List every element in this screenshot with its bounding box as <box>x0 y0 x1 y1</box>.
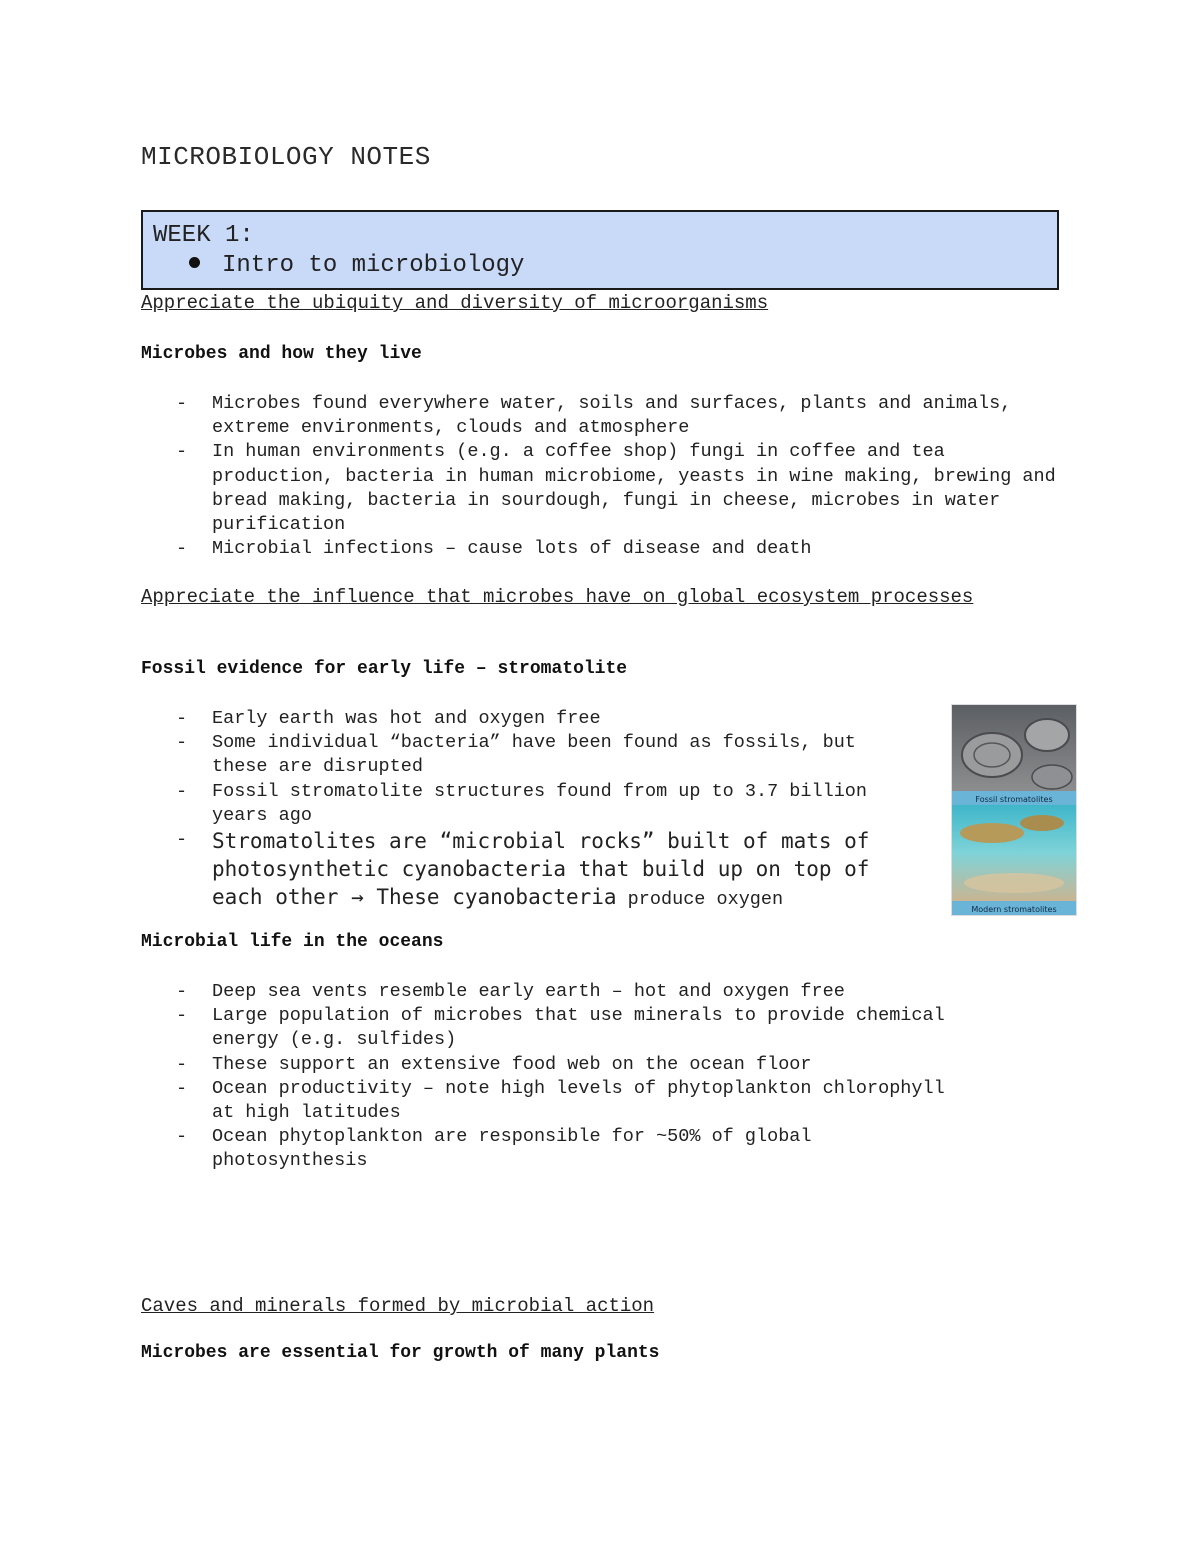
list-item <box>176 1077 976 1125</box>
list-item <box>176 1125 976 1173</box>
section-heading-caves-minerals: Caves and minerals formed by microbial action <box>141 1295 655 1317</box>
subheading-microbial-oceans: Microbial life in the oceans <box>141 932 444 952</box>
bullet-dot-icon <box>189 257 200 268</box>
dash-marker: - <box>176 1053 188 1075</box>
list-item-text: Large population of microbes that use minerals to provide chemical energy (e.g. sulfides) <box>212 1005 945 1051</box>
subheading-fossil-evidence: Fossil evidence for early life – stromatolite <box>141 659 628 679</box>
list-item <box>176 537 1056 561</box>
list-item-text: Early earth was hot and oxygen free <box>212 708 601 729</box>
dash-marker: - <box>176 780 188 802</box>
list-item <box>176 828 921 913</box>
section-heading-global-ecosystem: Appreciate the influence that microbes have on global ecosystem processes <box>141 586 974 608</box>
dash-marker: - <box>176 732 188 754</box>
dash-marker: - <box>176 538 188 560</box>
list-item <box>176 1053 976 1077</box>
list-item-text: Microbes found everywhere water, soils and surfaces, plants and animals, extreme environments, clouds and atmosphere <box>212 393 1012 439</box>
list-item <box>176 980 976 1004</box>
list-item <box>176 392 1056 440</box>
list-item-text: Deep sea vents resemble early earth – hot and oxygen free <box>212 981 845 1002</box>
list-item-text-tail: produce oxygen <box>616 889 784 911</box>
list-fossil-evidence <box>176 707 921 913</box>
list-item-text: Ocean phytoplankton are responsible for ~50% of global photosynthesis <box>212 1126 812 1172</box>
document-title: MICROBIOLOGY NOTES <box>141 142 431 172</box>
figure-caption-modern: Modern stromatolites <box>971 905 1057 914</box>
list-item-text: Microbial infections – cause lots of disease and death <box>212 538 812 560</box>
list-item-text: Fossil stromatolite structures found from up to 3.7 billion years ago <box>212 780 868 826</box>
dash-marker: - <box>176 829 188 851</box>
list-item <box>176 440 1056 537</box>
dash-marker: - <box>176 708 188 729</box>
list-item <box>176 731 921 779</box>
section-heading-ubiquity: Appreciate the ubiquity and diversity of microorganisms <box>141 292 769 314</box>
list-item-text: These support an extensive food web on the ocean floor <box>212 1053 812 1075</box>
list-item-text: In human environments (e.g. a coffee shop) fungi in coffee and tea production, bacteria in human microbiome, yeasts in wine making, brewing and bread making, bacteria in sourdough, fungi in cheese, microbes in water purification <box>212 441 1056 536</box>
stromatolite-figure <box>951 704 1077 916</box>
list-microbial-oceans <box>176 980 976 1174</box>
dash-marker: - <box>176 1126 188 1148</box>
stromatolite-image <box>952 705 1076 915</box>
dash-marker: - <box>176 981 188 1002</box>
list-item <box>176 707 921 731</box>
subheading-microbes-how-they-live: Microbes and how they live <box>141 344 422 364</box>
dash-marker: - <box>176 393 188 414</box>
week-bullet-text: Intro to microbiology <box>222 252 525 279</box>
dash-marker: - <box>176 1077 188 1099</box>
dash-marker: - <box>176 441 188 463</box>
week-bullet-item <box>189 252 524 279</box>
list-item-text: Some individual “bacteria” have been found as fossils, but these are disrupted <box>212 732 856 778</box>
week-title: WEEK 1: <box>153 222 254 249</box>
week-box <box>141 210 1059 290</box>
list-item-text: Ocean productivity – note high levels of phytoplankton chlorophyll at high latitudes <box>212 1077 945 1124</box>
subheading-microbes-plants: Microbes are essential for growth of many plants <box>141 1343 660 1363</box>
list-item-text: Stromatolites are “microbial rocks” built of mats of photosynthetic cyanobacteria that build up on top of each other → These cyanobacteria <box>212 829 870 910</box>
list-item <box>176 1004 976 1052</box>
list-microbes-live <box>176 392 1056 561</box>
figure-caption-fossil: Fossil stromatolites <box>975 795 1053 804</box>
list-item <box>176 780 921 828</box>
dash-marker: - <box>176 1005 188 1027</box>
